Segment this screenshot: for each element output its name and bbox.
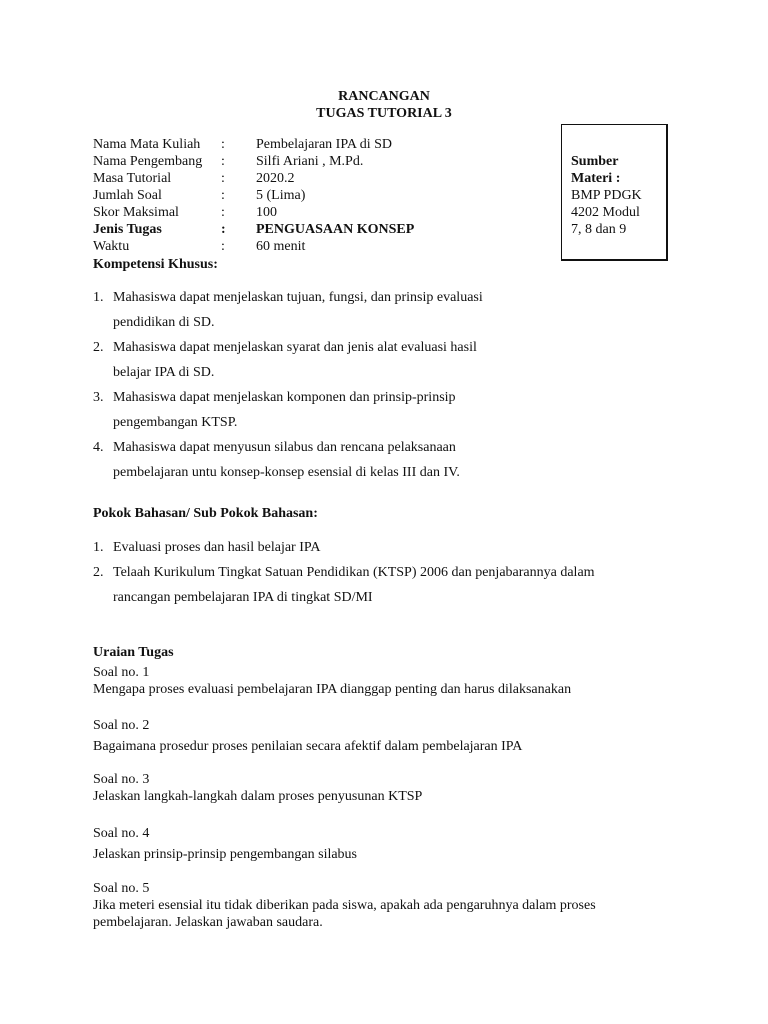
list-number: 1. xyxy=(93,290,104,305)
list-text: rancangan pembelajaran IPA di tingkat SD/MI xyxy=(113,590,373,605)
question-label: Soal no. 4 xyxy=(93,826,150,841)
info-label: Nama Pengembang xyxy=(93,154,203,169)
list-item xyxy=(93,335,673,385)
info-value: Silfi Ariani , M.Pd. xyxy=(256,154,364,169)
question-2 xyxy=(93,717,693,755)
question-1 xyxy=(93,664,693,698)
source-material-box xyxy=(561,124,668,261)
info-value: Pembelajaran IPA di SD xyxy=(256,137,392,152)
source-body-line: 4202 Modul xyxy=(571,205,640,220)
question-label: Soal no. 3 xyxy=(93,772,150,787)
source-body-line: 7, 8 dan 9 xyxy=(571,222,627,237)
page-title: RANCANGAN xyxy=(338,89,430,104)
info-value: 100 xyxy=(256,205,277,220)
info-colon: : xyxy=(221,137,225,152)
question-label: Soal no. 2 xyxy=(93,718,150,733)
info-value: 2020.2 xyxy=(256,171,295,186)
list-text: belajar IPA di SD. xyxy=(113,365,215,380)
list-text: Mahasiswa dapat menjelaskan syarat dan jenis alat evaluasi hasil xyxy=(113,340,477,355)
list-number: 1. xyxy=(93,540,104,555)
list-number: 2. xyxy=(93,565,104,580)
question-label: Soal no. 5 xyxy=(93,881,150,896)
question-text: Jelaskan langkah-langkah dalam proses penyusunan KTSP xyxy=(93,789,423,804)
page-subtitle: TUGAS TUTORIAL 3 xyxy=(316,106,452,121)
competency-heading: Kompetensi Khusus: xyxy=(93,257,218,272)
source-title-line: Materi : xyxy=(571,171,621,186)
list-item xyxy=(93,285,673,335)
info-row-developer xyxy=(93,153,553,170)
list-text: Mahasiswa dapat menjelaskan tujuan, fungsi, dan prinsip evaluasi xyxy=(113,290,483,305)
list-text: Evaluasi proses dan hasil belajar IPA xyxy=(113,540,321,555)
info-value: PENGUASAAN KONSEP xyxy=(256,222,415,237)
question-3 xyxy=(93,771,693,805)
info-colon: : xyxy=(221,154,225,169)
question-text: Jelaskan prinsip-prinsip pengembangan silabus xyxy=(93,847,358,862)
info-label: Masa Tutorial xyxy=(93,171,172,186)
info-colon: : xyxy=(221,205,225,220)
list-item xyxy=(93,435,673,485)
info-value: 5 (Lima) xyxy=(256,188,306,203)
info-row-course-name xyxy=(93,136,553,153)
info-row-question-count xyxy=(93,187,553,204)
list-number: 2. xyxy=(93,340,104,355)
topic-heading: Pokok Bahasan/ Sub Pokok Bahasan: xyxy=(93,506,318,521)
list-text: pendidikan di SD. xyxy=(113,315,215,330)
info-value: 60 menit xyxy=(256,239,306,254)
list-item xyxy=(93,535,673,560)
info-label: Nama Mata Kuliah xyxy=(93,137,201,152)
list-text: Mahasiswa dapat menjelaskan komponen dan prinsip-prinsip xyxy=(113,390,456,405)
info-colon: : xyxy=(221,188,225,203)
task-heading: Uraian Tugas xyxy=(93,645,174,660)
source-title-line: Sumber xyxy=(571,154,619,169)
list-item xyxy=(93,385,673,435)
question-text: Jika meteri esensial itu tidak diberikan pada siswa, apakah ada pengaruhnya dalam proses xyxy=(93,898,596,913)
question-label: Soal no. 1 xyxy=(93,665,150,680)
list-text: pengembangan KTSP. xyxy=(113,415,238,430)
info-label: Skor Maksimal xyxy=(93,205,179,220)
info-row-task-type xyxy=(93,221,553,238)
question-text: Bagaimana prosedur proses penilaian secara afektif dalam pembelajaran IPA xyxy=(93,739,523,754)
question-5 xyxy=(93,880,693,931)
info-label: Jenis Tugas xyxy=(93,222,162,237)
topic-list xyxy=(93,535,673,610)
list-text: pembelajaran untu konsep-konsep esensial di kelas III dan IV. xyxy=(113,465,460,480)
list-text: Mahasiswa dapat menyusun silabus dan rencana pelaksanaan xyxy=(113,440,456,455)
source-title xyxy=(571,153,661,187)
info-row-tutorial-period xyxy=(93,170,553,187)
list-text: Telaah Kurikulum Tingkat Satuan Pendidikan (KTSP) 2006 dan penjabarannya dalam xyxy=(113,565,595,580)
source-body-line: BMP PDGK xyxy=(571,188,642,203)
course-info-table xyxy=(93,136,553,255)
info-colon: : xyxy=(221,171,225,186)
question-text: Mengapa proses evaluasi pembelajaran IPA dianggap penting dan harus dilaksanakan xyxy=(93,682,572,697)
competency-list xyxy=(93,285,673,485)
info-colon: : xyxy=(221,222,226,237)
list-number: 4. xyxy=(93,440,104,455)
question-4 xyxy=(93,825,693,863)
list-number: 3. xyxy=(93,390,104,405)
info-label: Jumlah Soal xyxy=(93,188,162,203)
info-row-max-score xyxy=(93,204,553,221)
question-text: pembelajaran. Jelaskan jawaban saudara. xyxy=(93,915,323,930)
source-body xyxy=(571,187,663,238)
info-row-time xyxy=(93,238,553,255)
list-item xyxy=(93,560,673,610)
info-label: Waktu xyxy=(93,239,130,254)
info-colon: : xyxy=(221,239,225,254)
